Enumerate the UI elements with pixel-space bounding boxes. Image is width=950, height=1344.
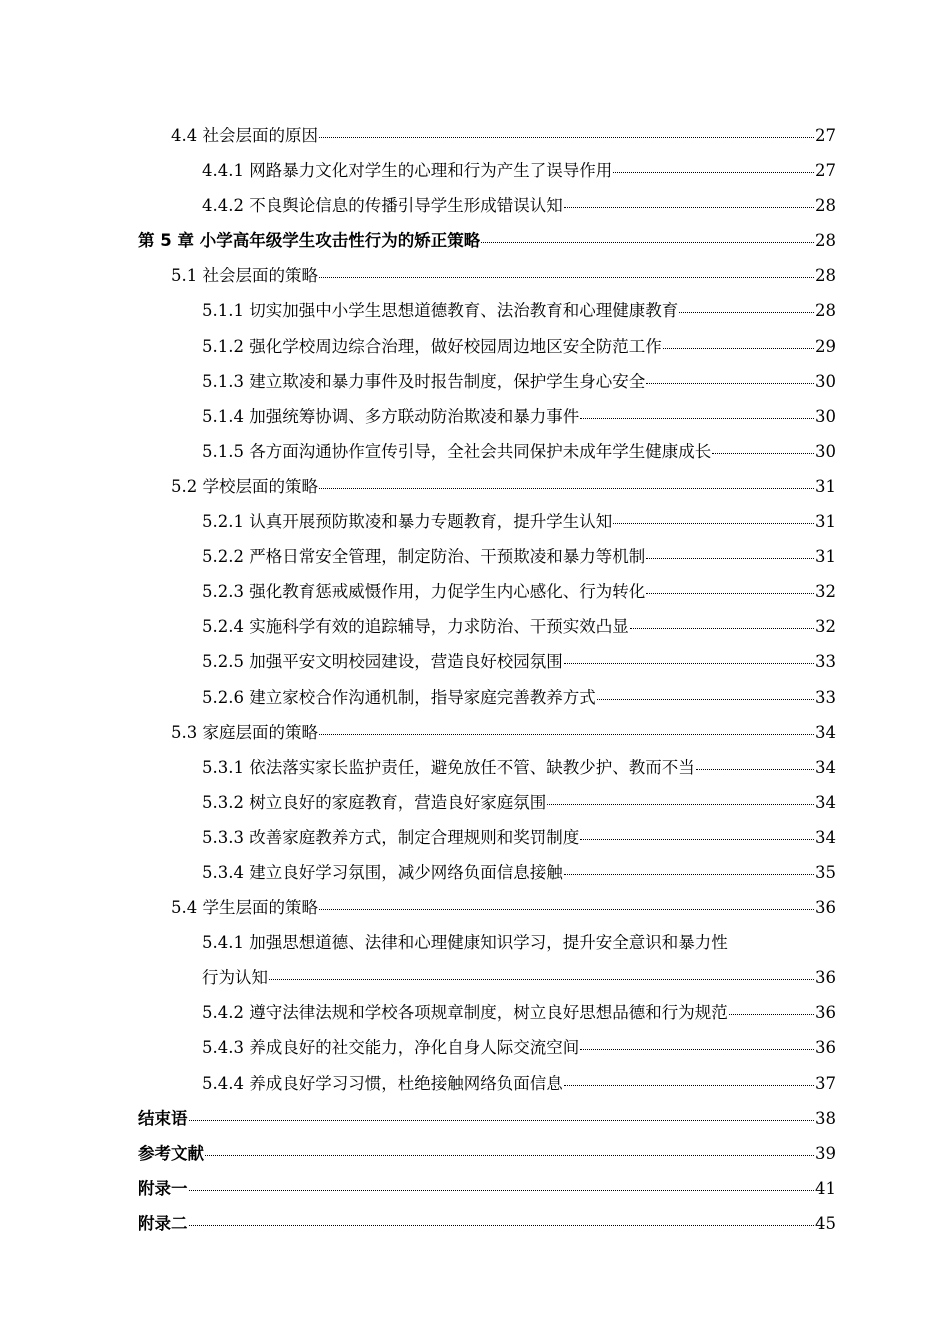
toc-entry-title: 4.4 社会层面的原因 bbox=[171, 126, 318, 145]
toc-entry[interactable] bbox=[138, 434, 836, 469]
dot-leader bbox=[564, 662, 814, 664]
toc-entry-title: 5.4.2 遵守法律法规和学校各项规章制度，树立良好思想品德和行为规范 bbox=[202, 1003, 728, 1023]
toc-entry-title: 5.3.4 建立良好学习氛围，减少网络负面信息接触 bbox=[202, 862, 563, 882]
toc-entry[interactable] bbox=[138, 399, 836, 434]
dot-leader bbox=[189, 1119, 815, 1121]
toc-entry[interactable] bbox=[138, 890, 836, 925]
dot-leader bbox=[189, 1189, 815, 1191]
toc-entry-title: 参考文献 bbox=[138, 1143, 204, 1163]
dot-leader bbox=[547, 803, 814, 805]
dot-leader bbox=[613, 522, 814, 524]
toc-entry-page: 34 bbox=[815, 722, 836, 742]
toc-entry-title: 5.3.1 依法落实家长监护责任，避免放任不管、缺教少护、教而不当 bbox=[202, 757, 695, 777]
toc-entry-title: 5.2.5 加强平安文明校园建设，营造良好校园氛围 bbox=[202, 652, 563, 672]
dot-leader bbox=[580, 1048, 814, 1050]
toc-entry-title: 5.2.2 严格日常安全管理，制定防治、干预欺凌和暴力等机制 bbox=[202, 547, 646, 567]
toc-entry-page: 29 bbox=[815, 336, 836, 356]
toc-entry[interactable] bbox=[138, 1066, 836, 1101]
toc-entry-page: 31 bbox=[815, 476, 836, 496]
toc-entry[interactable] bbox=[138, 574, 836, 609]
toc-entry[interactable] bbox=[138, 329, 836, 364]
dot-leader bbox=[564, 206, 814, 208]
toc-entry-title: 附录二 bbox=[138, 1213, 188, 1233]
toc-entry-page: 33 bbox=[815, 652, 836, 672]
toc-entry-page: 28 bbox=[815, 301, 836, 321]
toc-entry-page: 28 bbox=[815, 196, 836, 216]
toc-entry-title: 5.4 学生层面的策略 bbox=[171, 898, 318, 918]
toc-entry-title: 5.4.4 养成良好学习习惯，杜绝接触网络负面信息 bbox=[202, 1073, 563, 1093]
toc-entry[interactable] bbox=[138, 644, 836, 679]
toc-entry-page: 33 bbox=[815, 687, 836, 707]
toc-entry[interactable] bbox=[138, 855, 836, 890]
toc-entry-title: 4.4.1 网路暴力文化对学生的心理和行为产生了误导作用 bbox=[202, 161, 613, 181]
toc-entry[interactable] bbox=[138, 1136, 836, 1171]
dot-leader bbox=[319, 908, 814, 910]
toc-entry-title: 5.2.4 实施科学有效的追踪辅导，力求防治、干预实效凸显 bbox=[202, 617, 629, 637]
dot-leader bbox=[481, 241, 814, 243]
toc-entry-title: 5.2.1 认真开展预防欺凌和暴力专题教育，提升学生认知 bbox=[202, 512, 613, 532]
toc-entry-page: 32 bbox=[815, 617, 836, 637]
toc-entry-page: 37 bbox=[815, 1073, 836, 1093]
toc-entry-page: 39 bbox=[815, 1143, 836, 1163]
dot-leader bbox=[319, 276, 814, 278]
toc-entry[interactable] bbox=[138, 785, 836, 820]
toc-entry[interactable] bbox=[138, 1101, 836, 1136]
toc-entry[interactable] bbox=[138, 223, 836, 258]
toc-entry-title-line: 5.4.1 加强思想道德、法律和心理健康知识学习，提升安全意识和暴力性 bbox=[202, 933, 728, 953]
toc-entry-page: 34 bbox=[815, 792, 836, 812]
toc-entry[interactable] bbox=[138, 504, 836, 539]
dot-leader bbox=[580, 417, 814, 419]
toc-entry-title: 第 5 章 小学高年级学生攻击性行为的矫正策略 bbox=[138, 231, 481, 251]
toc-entry-page: 30 bbox=[815, 441, 836, 461]
toc-entry-title: 5.1.4 加强统筹协调、多方联动防治欺凌和暴力事件 bbox=[202, 406, 580, 426]
toc-entry[interactable] bbox=[138, 539, 836, 574]
dot-leader bbox=[696, 768, 814, 770]
dot-leader bbox=[663, 347, 814, 349]
toc-entry-page: 34 bbox=[815, 827, 836, 847]
toc-entry-page: 30 bbox=[815, 371, 836, 391]
toc-entry-title: 5.4.3 养成良好的社交能力，净化自身人际交流空间 bbox=[202, 1038, 580, 1058]
toc-entry[interactable] bbox=[138, 293, 836, 328]
toc-entry[interactable] bbox=[138, 258, 836, 293]
dot-leader bbox=[564, 873, 814, 875]
dot-leader bbox=[729, 1013, 814, 1015]
toc-entry-title: 结束语 bbox=[138, 1108, 188, 1128]
dot-leader bbox=[613, 171, 814, 173]
toc-entry[interactable] bbox=[138, 1030, 836, 1065]
toc-entry-title: 5.1.3 建立欺凌和暴力事件及时报告制度，保护学生身心安全 bbox=[202, 371, 646, 391]
toc-entry-title: 5.3 家庭层面的策略 bbox=[171, 722, 318, 742]
toc-entry[interactable] bbox=[138, 469, 836, 504]
toc-entry[interactable] bbox=[138, 820, 836, 855]
toc-entry-page: 45 bbox=[815, 1213, 836, 1233]
dot-leader bbox=[597, 698, 814, 700]
toc-entry-page: 36 bbox=[815, 1003, 836, 1023]
toc-entry[interactable] bbox=[138, 118, 836, 153]
toc-entry-page: 36 bbox=[815, 898, 836, 918]
toc-entry[interactable] bbox=[138, 1171, 836, 1206]
dot-leader bbox=[269, 978, 814, 980]
toc-entry-page: 32 bbox=[815, 582, 836, 602]
toc-entry-page: 27 bbox=[815, 126, 836, 145]
toc-entry-page: 34 bbox=[815, 757, 836, 777]
toc-entry[interactable] bbox=[138, 715, 836, 750]
dot-leader bbox=[319, 733, 814, 735]
toc-entry[interactable] bbox=[138, 364, 836, 399]
table-of-contents bbox=[138, 118, 836, 1241]
toc-entry-page: 38 bbox=[815, 1108, 836, 1128]
dot-leader bbox=[564, 1084, 814, 1086]
dot-leader bbox=[630, 627, 814, 629]
toc-entry-title: 4.4.2 不良舆论信息的传播引导学生形成错误认知 bbox=[202, 196, 563, 216]
toc-entry-title: 5.3.3 改善家庭教养方式，制定合理规则和奖罚制度 bbox=[202, 827, 580, 847]
toc-entry[interactable] bbox=[138, 960, 836, 995]
dot-leader bbox=[205, 1154, 814, 1156]
toc-entry-page: 31 bbox=[815, 547, 836, 567]
toc-entry-page: 28 bbox=[815, 266, 836, 286]
toc-entry[interactable] bbox=[138, 995, 836, 1030]
toc-entry-title: 5.1.2 强化学校周边综合治理，做好校园周边地区安全防范工作 bbox=[202, 336, 662, 356]
toc-entry-page: 36 bbox=[815, 1038, 836, 1058]
toc-entry-title: 行为认知 bbox=[202, 968, 268, 988]
dot-leader bbox=[189, 1224, 815, 1226]
toc-entry-page: 30 bbox=[815, 406, 836, 426]
toc-entry-page: 31 bbox=[815, 512, 836, 532]
toc-entry-title: 附录一 bbox=[138, 1178, 188, 1198]
toc-entry-title: 5.3.2 树立良好的家庭教育，营造良好家庭氛围 bbox=[202, 792, 547, 812]
toc-entry[interactable] bbox=[138, 680, 836, 715]
toc-entry-title: 5.2 学校层面的策略 bbox=[171, 476, 318, 496]
dot-leader bbox=[319, 487, 814, 489]
toc-entry[interactable] bbox=[138, 1206, 836, 1241]
dot-leader bbox=[646, 382, 814, 384]
toc-entry-title: 5.1 社会层面的策略 bbox=[171, 266, 318, 286]
toc-entry[interactable] bbox=[138, 188, 836, 223]
toc-entry-page: 36 bbox=[815, 968, 836, 988]
dot-leader bbox=[646, 592, 814, 594]
dot-leader bbox=[646, 557, 814, 559]
toc-entry-page: 41 bbox=[815, 1178, 836, 1198]
toc-entry-title: 5.2.6 建立家校合作沟通机制，指导家庭完善教养方式 bbox=[202, 687, 596, 707]
toc-entry[interactable] bbox=[138, 750, 836, 785]
toc-entry[interactable] bbox=[138, 609, 836, 644]
dot-leader bbox=[679, 311, 814, 313]
toc-entry-page: 28 bbox=[815, 231, 836, 251]
dot-leader bbox=[319, 136, 814, 138]
toc-entry-title: 5.1.1 切实加强中小学生思想道德教育、法治教育和心理健康教育 bbox=[202, 301, 679, 321]
toc-entry-page: 27 bbox=[815, 161, 836, 181]
toc-entry-title: 5.1.5 各方面沟通协作宣传引导，全社会共同保护未成年学生健康成长 bbox=[202, 441, 712, 461]
toc-entry[interactable] bbox=[138, 153, 836, 188]
toc-entry-page: 35 bbox=[815, 862, 836, 882]
dot-leader bbox=[712, 452, 814, 454]
dot-leader bbox=[580, 838, 814, 840]
toc-entry-title: 5.2.3 强化教育惩戒威慑作用，力促学生内心感化、行为转化 bbox=[202, 582, 646, 602]
